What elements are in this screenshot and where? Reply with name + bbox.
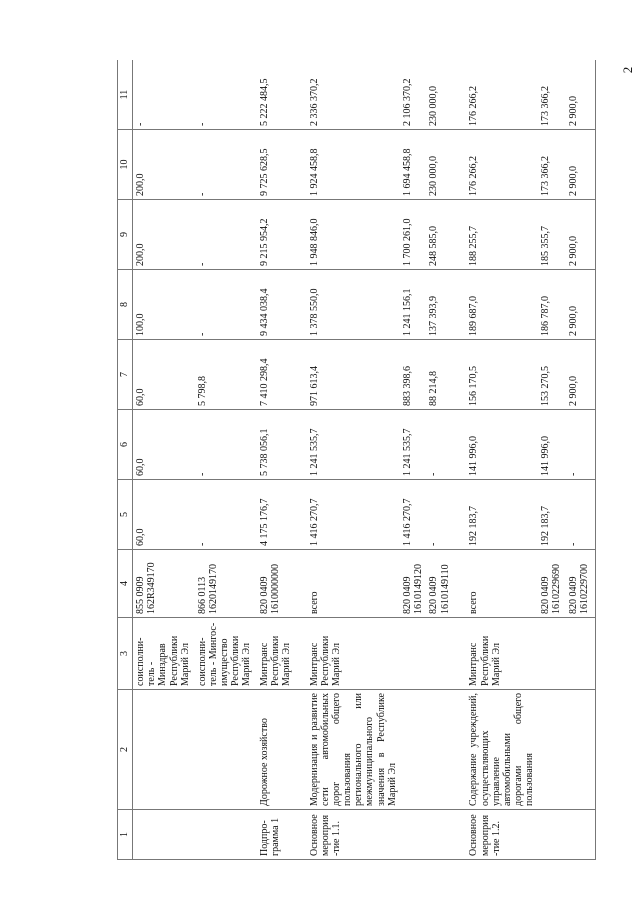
description-cell xyxy=(195,690,257,810)
value-cell-6: 60,0 xyxy=(133,410,195,480)
row-label-cell xyxy=(133,810,195,860)
value-cell-8: 100,0 xyxy=(133,270,195,340)
value-cell-11: - xyxy=(195,60,257,130)
value-cell-7: 2 900,0 xyxy=(566,340,596,410)
description-cell: Содержание учреждений, осуществляющих управление автомобильными дорогами общего пользования xyxy=(466,690,537,810)
code-cell: 820 0409 1610149110 xyxy=(426,550,466,618)
table-row xyxy=(195,60,257,860)
rotated-table-container xyxy=(117,60,617,860)
value-cell-8: - xyxy=(195,270,257,340)
value-cell-11: 173 366,2 xyxy=(538,60,566,130)
header-cell: 5 xyxy=(118,480,133,550)
value-cell-5: 1 416 270,7 xyxy=(400,480,426,550)
value-cell-11: 2 336 370,2 xyxy=(307,60,401,130)
code-cell: 820 0409 1610229690 xyxy=(538,550,566,618)
header-cell: 9 xyxy=(118,200,133,270)
value-cell-8: 137 393,9 xyxy=(426,270,466,340)
value-cell-8: 9 434 038,4 xyxy=(257,270,307,340)
executor-cell: Минтранс Республики Марий Эл xyxy=(466,618,537,690)
value-cell-11: 2 106 370,2 xyxy=(400,60,426,130)
code-cell: 855 0909 162R349170 xyxy=(133,550,195,618)
row-label-cell: Основное мероприя-тие 1.2. xyxy=(466,810,537,860)
value-cell-10: 176 266,2 xyxy=(466,130,537,200)
executor-cell: Минтранс Республики Марий Эл xyxy=(257,618,307,690)
table-viewport xyxy=(117,60,617,860)
value-cell-11: 2 900,0 xyxy=(566,60,596,130)
executor-cell xyxy=(426,618,466,690)
executor-cell xyxy=(566,618,596,690)
executor-cell: Минтранс Республики Марий Эл xyxy=(307,618,401,690)
value-cell-5: 192 183,7 xyxy=(466,480,537,550)
value-cell-9: 1 700 261,0 xyxy=(400,200,426,270)
header-cell: 10 xyxy=(118,130,133,200)
value-cell-6: - xyxy=(566,410,596,480)
value-cell-9: 9 215 954,2 xyxy=(257,200,307,270)
executor-cell xyxy=(400,618,426,690)
value-cell-5: 1 416 270,7 xyxy=(307,480,401,550)
value-cell-7: 156 170,5 xyxy=(466,340,537,410)
value-cell-10: 2 900,0 xyxy=(566,130,596,200)
description-cell xyxy=(400,690,426,810)
value-cell-7: 5 798,8 xyxy=(195,340,257,410)
page-number: 2 xyxy=(620,66,635,74)
value-cell-11: 176 266,2 xyxy=(466,60,537,130)
value-cell-9: 2 900,0 xyxy=(566,200,596,270)
code-cell: всего xyxy=(466,550,537,618)
value-cell-7: 971 613,4 xyxy=(307,340,401,410)
table-row xyxy=(307,60,401,860)
header-cell: 1 xyxy=(118,810,133,860)
value-cell-6: - xyxy=(426,410,466,480)
description-cell: Дорожное хозяйство xyxy=(257,690,307,810)
description-cell: Модернизация и развитие сети автомобильных дорог общего пользования регионального или межмуниципального значения в Республике Марий Эл xyxy=(307,690,401,810)
value-cell-10: 230 000,0 xyxy=(426,130,466,200)
value-cell-9: - xyxy=(195,200,257,270)
header-cell: 7 xyxy=(118,340,133,410)
header-cell: 4 xyxy=(118,550,133,618)
value-cell-7: 883 398,6 xyxy=(400,340,426,410)
value-cell-10: 200,0 xyxy=(133,130,195,200)
value-cell-8: 1 241 156,1 xyxy=(400,270,426,340)
value-cell-6: 5 738 056,1 xyxy=(257,410,307,480)
code-cell: всего xyxy=(307,550,401,618)
table-row xyxy=(133,60,195,860)
code-cell: 866 0113 1620149170 xyxy=(195,550,257,618)
value-cell-8: 2 900,0 xyxy=(566,270,596,340)
row-label-cell xyxy=(566,810,596,860)
code-cell: 820 0409 1610000000 xyxy=(257,550,307,618)
description-cell xyxy=(426,690,466,810)
value-cell-11: 230 000,0 xyxy=(426,60,466,130)
row-label-cell: Подпро-грамма 1 xyxy=(257,810,307,860)
header-row xyxy=(118,60,133,860)
value-cell-7: 60,0 xyxy=(133,340,195,410)
table-row xyxy=(466,60,537,860)
value-cell-6: 1 241 535,7 xyxy=(400,410,426,480)
value-cell-5: - xyxy=(195,480,257,550)
budget-table xyxy=(117,60,596,860)
value-cell-6: 141 996,0 xyxy=(538,410,566,480)
row-label-cell xyxy=(538,810,566,860)
header-cell: 3 xyxy=(118,618,133,690)
value-cell-8: 186 787,0 xyxy=(538,270,566,340)
value-cell-6: 141 996,0 xyxy=(466,410,537,480)
code-cell: 820 0409 1610149120 xyxy=(400,550,426,618)
value-cell-10: - xyxy=(195,130,257,200)
executor-cell: соисполни-тель - Минздрав Республики Марий Эл xyxy=(133,618,195,690)
header-cell: 2 xyxy=(118,690,133,810)
value-cell-8: 189 687,0 xyxy=(466,270,537,340)
header-cell: 11 xyxy=(118,60,133,130)
value-cell-9: 188 255,7 xyxy=(466,200,537,270)
description-cell xyxy=(538,690,566,810)
value-cell-6: 1 241 535,7 xyxy=(307,410,401,480)
value-cell-11: - xyxy=(133,60,195,130)
value-cell-10: 173 366,2 xyxy=(538,130,566,200)
row-label-cell: Основное мероприя-тие 1.1. xyxy=(307,810,401,860)
row-label-cell xyxy=(195,810,257,860)
value-cell-9: 248 585,0 xyxy=(426,200,466,270)
executor-cell xyxy=(538,618,566,690)
value-cell-5: - xyxy=(426,480,466,550)
value-cell-9: 185 355,7 xyxy=(538,200,566,270)
header-cell: 6 xyxy=(118,410,133,480)
value-cell-5: 4 175 176,7 xyxy=(257,480,307,550)
value-cell-10: 1 694 458,8 xyxy=(400,130,426,200)
table-row xyxy=(426,60,466,860)
description-cell xyxy=(566,690,596,810)
header-cell: 8 xyxy=(118,270,133,340)
value-cell-9: 1 948 846,0 xyxy=(307,200,401,270)
value-cell-9: 200,0 xyxy=(133,200,195,270)
row-label-cell xyxy=(426,810,466,860)
table-row xyxy=(538,60,566,860)
value-cell-7: 153 270,5 xyxy=(538,340,566,410)
value-cell-5: - xyxy=(566,480,596,550)
value-cell-11: 5 222 484,5 xyxy=(257,60,307,130)
value-cell-8: 1 378 550,0 xyxy=(307,270,401,340)
description-cell xyxy=(133,690,195,810)
value-cell-7: 7 410 298,4 xyxy=(257,340,307,410)
value-cell-5: 192 183,7 xyxy=(538,480,566,550)
table-row xyxy=(257,60,307,860)
table-row xyxy=(400,60,426,860)
row-label-cell xyxy=(400,810,426,860)
value-cell-10: 1 924 458,8 xyxy=(307,130,401,200)
executor-cell: соисполни-тель - Мингос-имущество Республики Марий Эл xyxy=(195,618,257,690)
value-cell-7: 88 214,8 xyxy=(426,340,466,410)
code-cell: 820 0409 1610229700 xyxy=(566,550,596,618)
value-cell-5: 60,0 xyxy=(133,480,195,550)
value-cell-10: 9 725 628,5 xyxy=(257,130,307,200)
value-cell-6: - xyxy=(195,410,257,480)
table-row xyxy=(566,60,596,860)
